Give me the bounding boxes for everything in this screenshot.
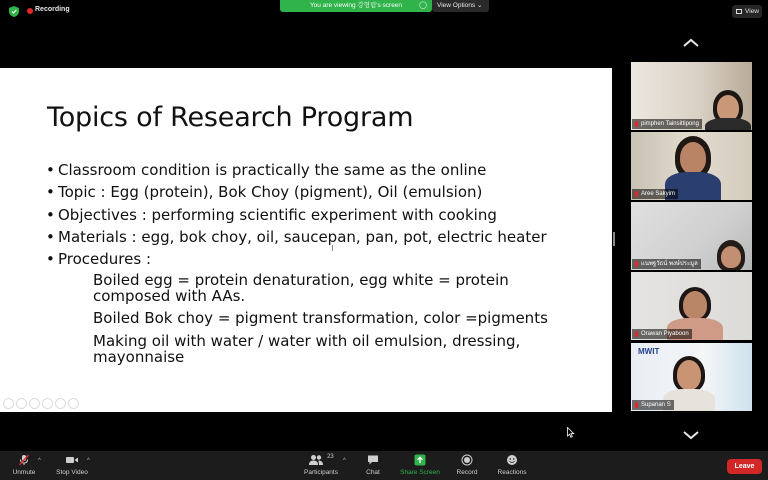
chevron-up-icon[interactable]: ^ — [38, 458, 41, 464]
chevron-up-icon[interactable]: ^ — [87, 458, 90, 464]
viewing-banner-text: You are viewing 강형림's screen — [309, 2, 403, 9]
chevron-down-icon[interactable] — [680, 428, 702, 442]
video-tile[interactable] — [631, 272, 752, 340]
muted-mic-icon — [18, 454, 30, 466]
reactions-button[interactable] — [496, 454, 528, 476]
view-label: View — [745, 8, 759, 15]
cursor-icon — [567, 427, 575, 438]
share-screen-button[interactable] — [398, 454, 442, 476]
stop-video-button[interactable] — [54, 454, 90, 476]
stop-video-label: Stop Video — [56, 469, 88, 476]
unmute-label: Unmute — [12, 469, 36, 476]
remote-pointer — [332, 245, 336, 251]
bullet-item: • Procedures : — [46, 248, 547, 270]
participants-count: 23 — [327, 454, 334, 460]
procedure-item: Making oil with water / water with oil emulsion, dressing, mayonnaise — [93, 332, 521, 366]
gear-icon[interactable]: ◯ — [419, 2, 427, 9]
participants-label: Participants — [304, 469, 338, 476]
share-screen-label: Share Screen — [400, 469, 440, 476]
video-tile[interactable] — [631, 343, 752, 411]
control-icon[interactable] — [16, 398, 27, 409]
video-icon — [65, 454, 79, 466]
recording-label[interactable]: Recording — [35, 6, 70, 13]
view-options-label: View Options — [437, 2, 476, 9]
leave-button[interactable]: Leave — [727, 459, 762, 474]
shared-screen[interactable] — [0, 68, 612, 412]
unmute-button[interactable] — [10, 454, 38, 476]
chat-label: Chat — [366, 469, 380, 476]
meeting-toolbar — [0, 451, 768, 480]
bullet-item: • Objectives : performing scientific experiment with cooking — [46, 204, 547, 226]
slide-title: Topics of Research Program — [47, 102, 414, 133]
participant-name: แนพฐวัธน์ พงษ์ประมูล — [632, 259, 701, 269]
bullet-item: • Classroom condition is practically the same as the online — [46, 159, 547, 181]
shield-icon[interactable] — [9, 6, 19, 17]
view-button[interactable] — [732, 5, 762, 18]
chevron-down-icon: ⌄ — [477, 2, 483, 9]
participant-name: Supanan S — [632, 400, 674, 410]
chevron-up-icon[interactable] — [680, 36, 702, 50]
slide-bullets — [46, 159, 547, 270]
control-icon[interactable] — [55, 398, 66, 409]
procedure-item: Boiled egg = protein denaturation, egg white = protein composed with AAs. — [93, 271, 509, 305]
chat-button[interactable] — [362, 454, 384, 476]
bullet-item: • Topic : Egg (protein), Bok Choy (pigment), Oil (emulsion) — [46, 181, 547, 203]
record-button[interactable] — [454, 454, 480, 476]
bullet-item: • Materials : egg, bok choy, oil, saucepan, pan, pot, electric heater — [46, 226, 547, 248]
viewing-banner — [280, 0, 432, 12]
video-tile[interactable] — [631, 62, 752, 130]
view-options-button[interactable] — [432, 0, 489, 12]
chat-icon — [367, 454, 379, 466]
record-dot-icon — [27, 8, 33, 14]
grid-icon — [736, 9, 742, 14]
reactions-label: Reactions — [497, 469, 527, 476]
split-resize-handle[interactable] — [613, 232, 615, 246]
participant-name: Aree Sakyim — [632, 189, 678, 199]
control-icon[interactable] — [29, 398, 40, 409]
control-icon[interactable] — [3, 398, 14, 409]
control-icon[interactable] — [42, 398, 53, 409]
share-screen-icon — [414, 454, 426, 466]
record-icon — [461, 454, 473, 466]
control-icon[interactable] — [68, 398, 79, 409]
video-tile[interactable] — [631, 132, 752, 200]
slideshow-controls[interactable] — [3, 398, 79, 409]
reactions-icon — [506, 454, 518, 466]
record-label: Record — [456, 469, 478, 476]
top-bar — [0, 0, 768, 22]
mwit-logo: MWIT — [638, 347, 660, 356]
participant-name: Orawan Piyaboon — [632, 329, 692, 339]
procedure-item: Boiled Bok choy = pigment transformation, color =pigments — [93, 309, 548, 327]
participants-button[interactable] — [301, 454, 341, 476]
participant-name: pimphen Tainsittipong — [632, 119, 702, 129]
participants-icon — [308, 454, 324, 466]
chevron-up-icon[interactable]: ^ — [343, 458, 346, 464]
video-tile[interactable] — [631, 202, 752, 270]
